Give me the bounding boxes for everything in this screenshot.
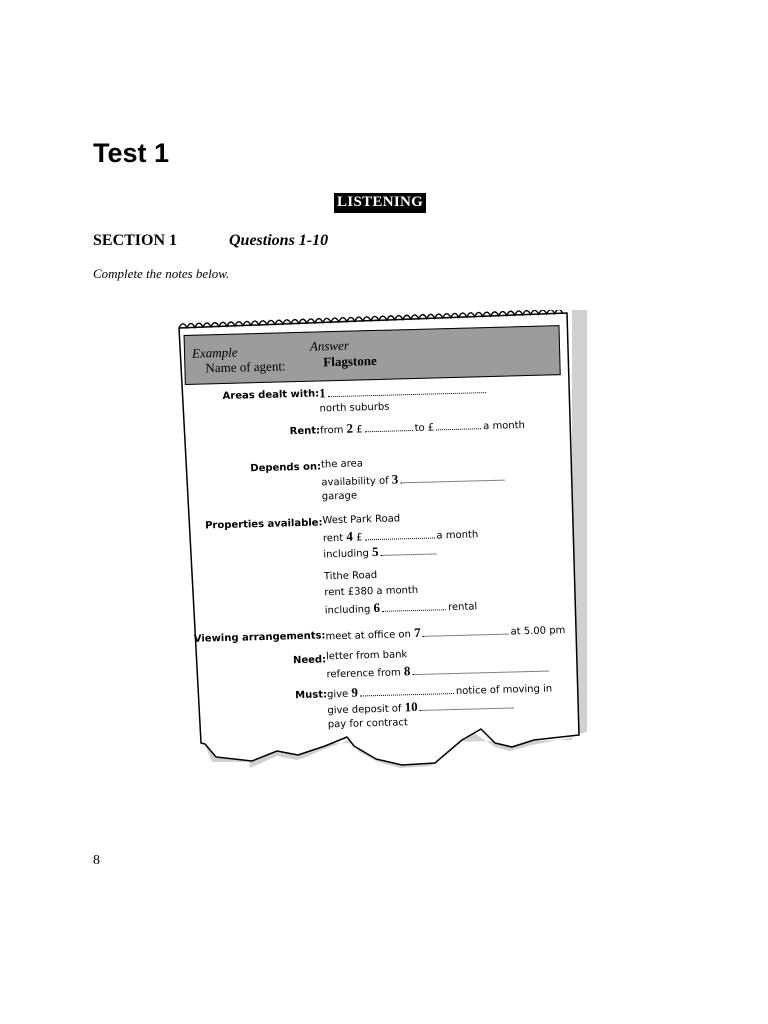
q5-line <box>323 542 439 561</box>
pound-sign-q4: £ <box>355 532 363 544</box>
q4-a-month-text: a month <box>436 529 479 542</box>
example-value: Flagstone <box>323 352 377 370</box>
need-label: Need: <box>292 654 327 667</box>
rent-text: rent <box>322 532 344 545</box>
q6-number: 6 <box>373 599 381 616</box>
q2-number: 2 <box>346 420 354 436</box>
q3-line <box>321 469 506 490</box>
q2-blank-from[interactable] <box>364 421 412 432</box>
letter-from-bank-text: letter from bank <box>325 649 408 663</box>
q10-blank[interactable] <box>419 698 513 710</box>
test-title: Test 1 <box>93 138 170 168</box>
instruction-text: Complete the notes below. <box>93 266 230 281</box>
q9-blank[interactable] <box>360 684 454 696</box>
section-heading <box>93 232 329 250</box>
questions-label: Questions 1-10 <box>229 232 329 249</box>
areas-label: Areas dealt with: <box>222 388 320 402</box>
q2-blank-to[interactable] <box>436 419 481 430</box>
pound-sign: £ <box>356 424 363 436</box>
notes-content <box>171 305 595 778</box>
q3-number: 3 <box>391 471 399 487</box>
q8-blank[interactable] <box>412 662 548 676</box>
rent-from-text: from <box>319 424 344 437</box>
section-label: SECTION 1 <box>93 232 178 249</box>
q7-number: 7 <box>413 624 421 641</box>
north-suburbs-text: north suburbs <box>319 401 390 415</box>
rent-380-text: rent £380 a month <box>324 584 419 599</box>
tithe-road-text: Tithe Road <box>323 570 378 583</box>
example-field: Name of agent: <box>205 358 286 376</box>
answer-label: Answer <box>309 337 350 354</box>
the-area-text: the area <box>320 458 364 471</box>
example-label: Example <box>191 344 238 361</box>
q2-line <box>320 416 525 437</box>
notes-sheet <box>177 310 589 772</box>
rent-to-text: to £ <box>414 422 435 434</box>
q5-blank[interactable] <box>380 544 436 555</box>
meet-at-office-text: meet at office on <box>325 629 412 643</box>
q10-number: 10 <box>404 698 418 715</box>
q8-number: 8 <box>403 663 411 679</box>
q7-blank[interactable] <box>422 625 508 637</box>
q7-line <box>325 621 565 643</box>
must-label: Must: <box>295 689 328 702</box>
garage-text: garage <box>321 490 358 503</box>
example-box <box>184 325 561 385</box>
listening-label: LISTENING <box>334 193 426 213</box>
q1-number: 1 <box>318 385 326 401</box>
q6-line <box>325 597 478 617</box>
rent-label: Rent: <box>289 425 321 438</box>
depends-label: Depends on: <box>250 461 322 475</box>
q1-line <box>319 381 488 401</box>
reference-from-text: reference from <box>326 667 401 681</box>
notice-text: notice of moving in <box>455 683 553 697</box>
properties-label: Properties available: <box>205 517 323 532</box>
including-text: including <box>323 548 370 561</box>
west-park-road-text: West Park Road <box>322 513 401 527</box>
including-text-q6: including <box>324 604 371 617</box>
at-time-text: at 5.00 pm <box>510 625 566 638</box>
q3-blank[interactable] <box>400 471 504 484</box>
rent-a-month-text: a month <box>483 420 526 433</box>
q4-blank[interactable] <box>364 528 434 540</box>
pay-for-contract-text: pay for contract <box>327 717 408 731</box>
q4-number: 4 <box>346 528 354 544</box>
q1-blank[interactable] <box>327 383 485 397</box>
q5-number: 5 <box>371 543 379 560</box>
q9-number: 9 <box>351 684 359 700</box>
viewing-label: Viewing arrangements: <box>193 630 326 645</box>
rental-text: rental <box>447 601 478 614</box>
give-text: give <box>326 688 349 701</box>
availability-text: availability of <box>321 475 389 489</box>
page-number: 8 <box>93 853 100 868</box>
q6-blank[interactable] <box>382 600 446 612</box>
give-deposit-text: give deposit of <box>327 703 402 717</box>
q8-line <box>326 660 550 682</box>
